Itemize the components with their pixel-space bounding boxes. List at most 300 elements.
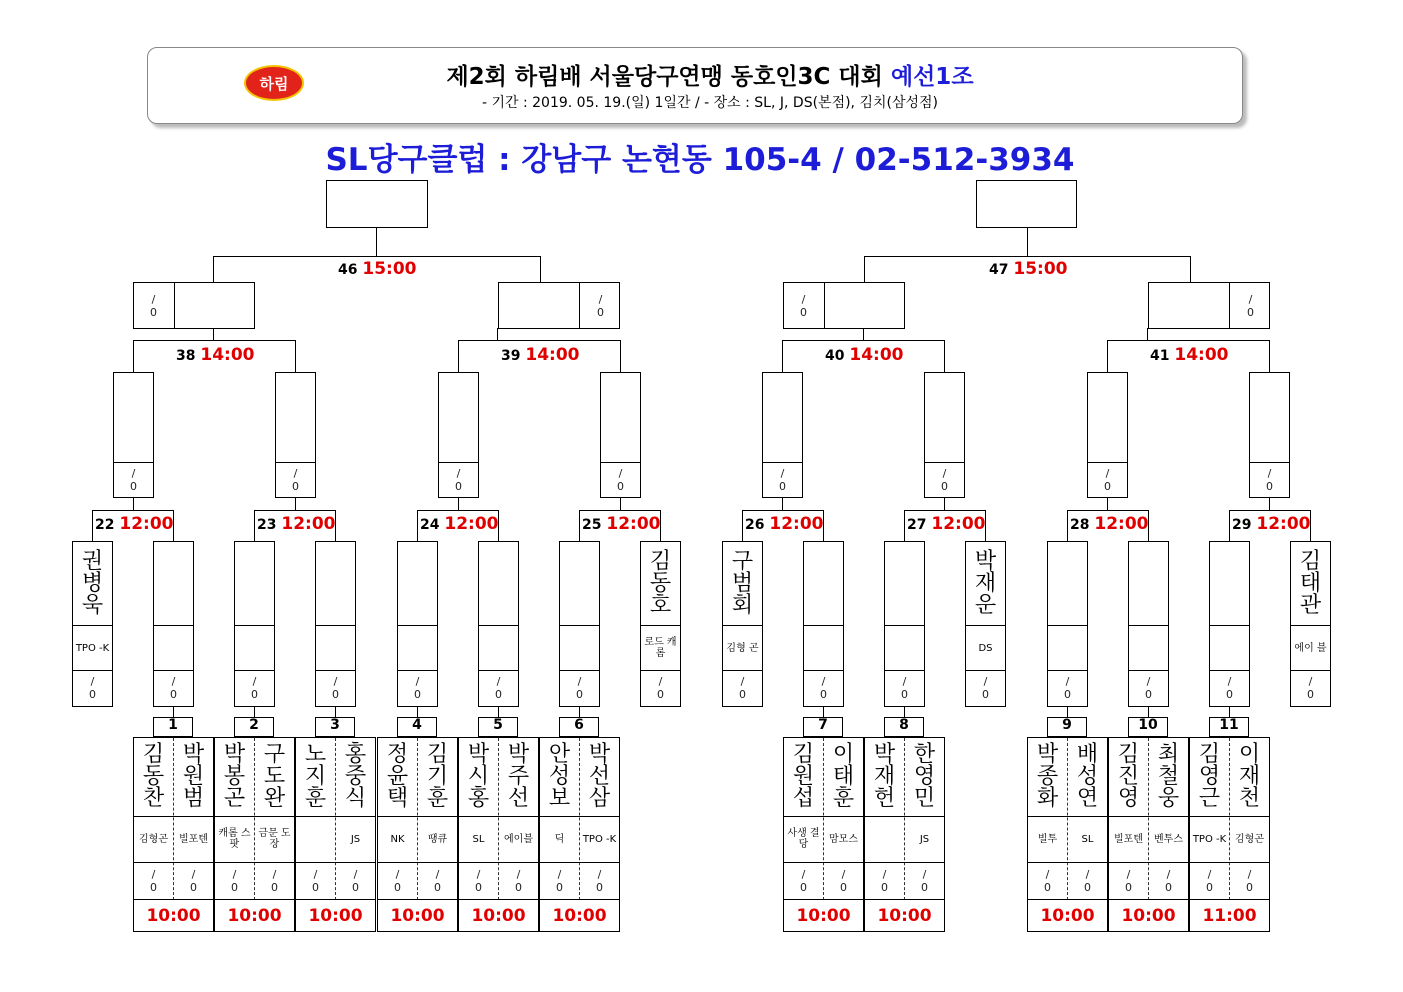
bracket-line [133, 498, 134, 511]
r2-score [1291, 671, 1330, 707]
bracket-line [782, 498, 783, 511]
player-name [174, 740, 213, 814]
name-char: 김 [1299, 549, 1322, 574]
score-slash: / [151, 867, 156, 881]
score-slash: / [801, 867, 806, 881]
name-char: 호 [649, 593, 672, 618]
bracket-line [214, 862, 295, 863]
player-score [1028, 864, 1067, 899]
name-char: 선 [507, 786, 530, 811]
r3-score [601, 463, 640, 498]
match-time: 10:00 [390, 906, 445, 926]
score-value: 0 [251, 688, 258, 701]
name-char: 박 [1036, 742, 1059, 767]
bracket-line [1189, 862, 1270, 863]
match-time: 12:00 [119, 514, 174, 534]
score-slash: / [801, 293, 806, 306]
score-slash: / [1126, 867, 1131, 881]
bracket-line [1290, 625, 1331, 626]
player-score [174, 864, 213, 899]
name-char: 관 [1299, 593, 1322, 618]
name-char: 태 [832, 764, 855, 789]
match-number-box: 8 [884, 717, 924, 737]
score-value: 0 [271, 880, 278, 894]
score-slash: / [1105, 466, 1110, 480]
score-slash: / [598, 293, 603, 306]
bracket-line [234, 625, 275, 626]
score-value: 0 [1145, 688, 1152, 701]
score-value: 0 [820, 688, 827, 701]
bracket-line [944, 498, 945, 511]
player-score [824, 864, 863, 899]
bracket-line [782, 340, 783, 373]
logo-text: 하림 [259, 74, 289, 93]
seeded-player-club: 로드 캐롬 [644, 637, 677, 659]
name-char: 섭 [792, 786, 815, 811]
bracket-line [133, 816, 214, 817]
name-char: 김 [426, 742, 449, 767]
harim-logo [244, 65, 304, 101]
player-club: SL [1081, 833, 1094, 845]
bracket-line [904, 510, 905, 542]
score-value: 0 [150, 306, 157, 319]
score-value: 0 [1064, 688, 1071, 701]
match-time: 12:00 [1256, 514, 1311, 534]
match-time: 11:00 [1202, 906, 1257, 926]
player-club: 김형곤 [139, 833, 168, 845]
name-char: 선 [588, 764, 611, 789]
match-time: 10:00 [308, 906, 363, 926]
name-char: 성 [1076, 764, 1099, 789]
score-slash: / [353, 867, 358, 881]
match-time: 10:00 [1121, 906, 1176, 926]
bracket-line [72, 625, 113, 626]
bracket-line [1107, 340, 1270, 341]
name-char: 김 [1117, 742, 1140, 767]
score-slash: / [1248, 293, 1253, 306]
score-slash: / [1227, 675, 1232, 688]
score-slash: / [476, 867, 481, 881]
score-slash: / [1146, 675, 1151, 688]
name-char: 근 [1198, 786, 1221, 811]
match-time: 10:00 [471, 906, 526, 926]
bracket-line [722, 625, 763, 626]
name-char: 박 [182, 742, 205, 767]
r2-score [73, 671, 112, 707]
score-slash: / [435, 867, 440, 881]
name-char: 완 [263, 786, 286, 811]
score-slash: / [841, 867, 846, 881]
bracket-line [864, 256, 865, 283]
score-slash: / [90, 675, 95, 688]
score-slash: / [415, 675, 420, 688]
bracket-line [620, 340, 621, 373]
score-value: 0 [150, 880, 157, 894]
score-slash: / [882, 867, 887, 881]
group-winner-slot [976, 180, 1077, 228]
seeded-player-club: TPO -K [75, 642, 110, 654]
score-slash: / [577, 675, 582, 688]
bracket-line [92, 510, 93, 542]
player-club: JS [919, 833, 930, 845]
score-slash: / [1166, 867, 1171, 881]
score-value: 0 [1206, 880, 1213, 894]
score-value: 0 [1104, 479, 1111, 493]
player-club: 금문 도장 [258, 828, 291, 850]
score-slash: / [557, 867, 562, 881]
name-char: 보 [548, 786, 571, 811]
score-slash: / [395, 867, 400, 881]
bracket-line [397, 625, 438, 626]
score-value: 0 [1125, 880, 1132, 894]
player-name [418, 740, 457, 814]
name-char: 이 [1238, 742, 1261, 767]
bracket-line [1189, 816, 1270, 817]
r2-score [479, 671, 518, 707]
name-char: 운 [974, 593, 997, 618]
name-char: 홍 [467, 786, 490, 811]
match-time: 10:00 [1040, 906, 1095, 926]
bracket-line [1107, 498, 1108, 511]
score-value: 0 [901, 688, 908, 701]
match-number-box: 11 [1209, 717, 1249, 737]
player-name [296, 740, 335, 814]
player-name [905, 740, 944, 814]
score-value: 0 [597, 306, 604, 319]
match-time: 12:00 [444, 514, 499, 534]
player-name [1190, 740, 1229, 814]
bracket-line [1027, 816, 1108, 817]
r2-score [723, 671, 762, 707]
score-slash: / [313, 867, 318, 881]
match-label-r2 [420, 514, 498, 534]
match-number: 24 [420, 517, 445, 533]
name-char: 범 [182, 786, 205, 811]
score-slash: / [1045, 867, 1050, 881]
score-slash: / [191, 867, 196, 881]
name-char: 식 [344, 786, 367, 811]
score-slash: / [780, 466, 785, 480]
score-slash: / [1207, 867, 1212, 881]
title-main: 제2회 하림배 서울당구연맹 동호인3C 대회 [446, 64, 883, 90]
match-time: 10:00 [227, 906, 282, 926]
bracket-line [133, 340, 134, 373]
player-score [134, 864, 173, 899]
name-char: 재 [873, 764, 896, 789]
match-number: 25 [582, 517, 607, 533]
score-slash: / [902, 675, 907, 688]
match-time: 10:00 [552, 906, 607, 926]
bracket-line [539, 862, 620, 863]
score-slash: / [1247, 867, 1252, 881]
name-char: 찬 [142, 786, 165, 811]
score-value: 0 [800, 306, 807, 319]
name-char: 태 [1299, 571, 1322, 596]
bracket-line [1269, 340, 1270, 373]
score-slash: / [658, 675, 663, 688]
player-club: TPO -K [1192, 833, 1227, 845]
score-value: 0 [840, 880, 847, 894]
bracket-line [539, 816, 620, 817]
score-slash: / [740, 675, 745, 688]
seeded-player-name [1291, 544, 1330, 624]
match-time: 12:00 [769, 514, 824, 534]
bracket-line [579, 510, 580, 542]
name-char: 홍 [344, 742, 367, 767]
match-number: 22 [95, 517, 120, 533]
bracket-line [133, 340, 296, 341]
player-score [580, 864, 619, 899]
name-char: 윤 [386, 764, 409, 789]
match-label-r2 [257, 514, 335, 534]
score-slash: / [983, 675, 988, 688]
name-char: 동 [142, 764, 165, 789]
match-label-r3 [501, 345, 579, 365]
score-value: 0 [394, 880, 401, 894]
score-slash: / [333, 675, 338, 688]
name-char: 곤 [223, 786, 246, 811]
name-char: 화 [1036, 786, 1059, 811]
name-char: 재 [974, 571, 997, 596]
score-value: 0 [292, 479, 299, 493]
bracket-line [863, 328, 864, 341]
score-value: 0 [312, 880, 319, 894]
r3-score [276, 463, 315, 498]
match-number-box: 4 [397, 717, 437, 737]
name-char: 주 [507, 764, 530, 789]
match-number-box: 7 [803, 717, 843, 737]
name-char: 영 [1198, 764, 1221, 789]
score-slash: / [1065, 675, 1070, 688]
name-char: 박 [873, 742, 896, 767]
player-name [499, 740, 538, 814]
r2-score [885, 671, 924, 707]
player-club: 맘모스 [829, 833, 858, 845]
match-label-r3 [825, 345, 903, 365]
match-time: 12:00 [281, 514, 336, 534]
r2-score [641, 671, 680, 707]
bracket-line [497, 328, 498, 341]
match-time: 14:00 [200, 345, 255, 365]
match-number: 26 [745, 517, 770, 533]
name-char: 종 [1036, 764, 1059, 789]
player-name [824, 740, 863, 814]
score-value: 0 [1307, 688, 1314, 701]
name-char: 병 [81, 571, 104, 596]
bracket-line [1229, 282, 1230, 329]
bracket-line [1209, 625, 1250, 626]
bracket-line [1190, 256, 1191, 283]
name-char: 민 [913, 786, 936, 811]
score-slash: / [293, 466, 298, 480]
bracket-line [904, 510, 986, 511]
bracket-line [864, 862, 945, 863]
player-score [215, 864, 254, 899]
name-char: 훈 [426, 786, 449, 811]
player-score [336, 864, 375, 899]
score-value: 0 [596, 880, 603, 894]
match-label-r3 [176, 345, 254, 365]
match-number: 38 [176, 348, 201, 364]
r3-score [114, 463, 153, 498]
name-char: 택 [386, 786, 409, 811]
name-char: 중 [344, 764, 367, 789]
player-name [134, 740, 173, 814]
match-time: 10:00 [877, 906, 932, 926]
bracket-line [1027, 862, 1108, 863]
score-value: 0 [515, 880, 522, 894]
r2-score [154, 671, 193, 707]
player-score [865, 864, 904, 899]
player-name [580, 740, 619, 814]
name-char: 삼 [588, 786, 611, 811]
player-name [1149, 740, 1188, 814]
score-value: 0 [739, 688, 746, 701]
bracket-line [478, 625, 519, 626]
name-char: 영 [913, 764, 936, 789]
semifinal-score [134, 290, 173, 324]
name-char: 훈 [832, 786, 855, 811]
score-value: 0 [556, 880, 563, 894]
player-club: 사생 결당 [787, 828, 820, 850]
player-score [1230, 864, 1269, 899]
name-char: 범 [731, 571, 754, 596]
score-slash: / [456, 466, 461, 480]
score-value: 0 [475, 880, 482, 894]
page-subtitle: - 기간 : 2019. 05. 19.(일) 1일간 / - 장소 : SL, J, DS(본점), 김치(삼성점) [481, 95, 938, 111]
name-char: 권 [81, 549, 104, 574]
seeded-player-name [966, 544, 1005, 624]
name-char: 구 [263, 742, 286, 767]
player-name [1230, 740, 1269, 814]
score-value: 0 [1226, 688, 1233, 701]
player-club: 빌포텐 [1114, 833, 1143, 845]
player-score [540, 864, 579, 899]
bracket-line [376, 227, 377, 257]
bracket-line [315, 625, 356, 626]
bracket-line [153, 625, 194, 626]
score-value: 0 [455, 479, 462, 493]
score-value: 0 [982, 688, 989, 701]
r2-score [1048, 671, 1087, 707]
bracket-line [1147, 328, 1148, 341]
player-name [540, 740, 579, 814]
player-score [255, 864, 294, 899]
match-label-r2 [1232, 514, 1310, 534]
bracket-line [1128, 625, 1169, 626]
venue-info: SL당구클럽 : 강남구 논현동 105-4 / 02-512-3934 [325, 142, 1075, 178]
name-char: 헌 [873, 786, 896, 811]
semifinal-score [784, 290, 823, 324]
player-score [296, 864, 335, 899]
semifinal-score [581, 290, 620, 324]
player-score [1109, 864, 1148, 899]
match-number-box: 1 [153, 717, 193, 737]
name-char: 진 [1117, 764, 1140, 789]
bracket-line [377, 862, 458, 863]
score-value: 0 [1246, 880, 1253, 894]
score-value: 0 [190, 880, 197, 894]
bracket-line [1107, 340, 1108, 373]
player-club: 김형곤 [1235, 833, 1264, 845]
bracket-line [295, 816, 376, 817]
name-char: 김 [792, 742, 815, 767]
name-char: 시 [467, 764, 490, 789]
match-label-r2 [582, 514, 660, 534]
match-number: 41 [1150, 348, 1175, 364]
name-char: 지 [304, 764, 327, 789]
score-slash: / [1267, 466, 1272, 480]
bracket-line [213, 256, 541, 257]
match-time: 15:00 [1013, 259, 1068, 279]
score-value: 0 [231, 880, 238, 894]
bracket-line [640, 625, 681, 626]
bracket-line [214, 816, 295, 817]
score-slash: / [516, 867, 521, 881]
r2-score [1129, 671, 1168, 707]
match-time: 10:00 [146, 906, 201, 926]
match-number: 27 [907, 517, 932, 533]
bracket-line [579, 282, 580, 329]
name-char: 한 [913, 742, 936, 767]
match-time: 14:00 [525, 345, 580, 365]
score-value: 0 [1084, 880, 1091, 894]
match-number-box: 6 [559, 717, 599, 737]
bracket-line [803, 625, 844, 626]
player-club: 빌포텐 [179, 833, 208, 845]
r3-score [1088, 463, 1127, 498]
score-slash: / [821, 675, 826, 688]
player-name [865, 740, 904, 814]
player-name [784, 740, 823, 814]
score-slash: / [618, 466, 623, 480]
player-name [1068, 740, 1107, 814]
bracket-line [295, 862, 376, 863]
bracket-line [1067, 510, 1068, 542]
player-score [905, 864, 944, 899]
player-name [255, 740, 294, 814]
name-char: 웅 [1157, 786, 1180, 811]
score-value: 0 [1266, 479, 1273, 493]
seeded-player-name [73, 544, 112, 624]
r2-score [804, 671, 843, 707]
score-slash: / [151, 293, 156, 306]
name-char: 정 [386, 742, 409, 767]
score-slash: / [597, 867, 602, 881]
score-value: 0 [941, 479, 948, 493]
score-value: 0 [130, 479, 137, 493]
name-char: 김 [142, 742, 165, 767]
player-club [296, 818, 335, 860]
name-char: 욱 [81, 593, 104, 618]
match-label-final [338, 259, 416, 279]
score-slash: / [272, 867, 277, 881]
bracket-line [377, 816, 458, 817]
name-char: 원 [182, 764, 205, 789]
score-value: 0 [89, 688, 96, 701]
bracket-line [458, 498, 459, 511]
name-char: 영 [1117, 786, 1140, 811]
match-label-r2 [745, 514, 823, 534]
semifinal-score [1231, 290, 1270, 324]
match-number: 46 [338, 262, 363, 278]
name-char: 회 [731, 593, 754, 618]
match-time: 15:00 [362, 259, 417, 279]
score-slash: / [496, 675, 501, 688]
score-slash: / [1308, 675, 1313, 688]
bracket-line [213, 256, 214, 283]
bracket-line [864, 816, 945, 817]
